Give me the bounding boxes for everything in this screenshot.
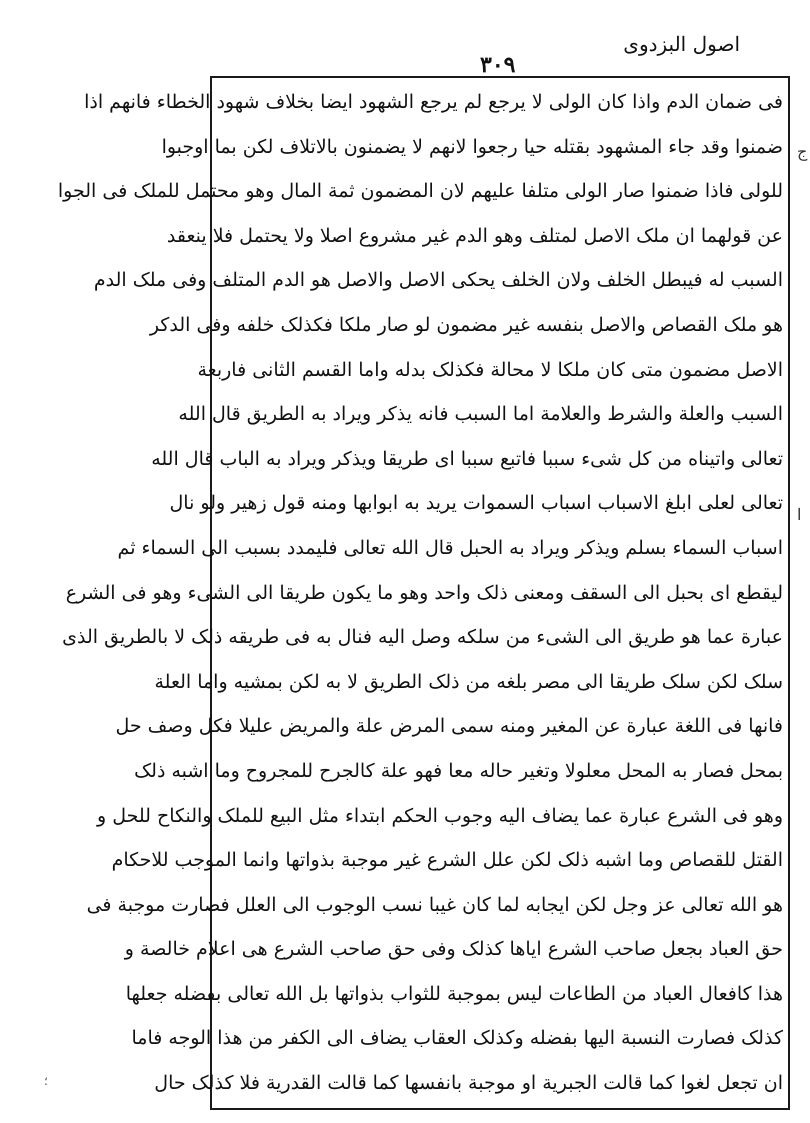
text-line-3: للولی فاذا ضمنوا صار الولی متلفا علیهم لان المضمون ثمة المال وهو محتمل للملک فی الجوا (57, 180, 783, 203)
running-title: اصول البزدوی (623, 32, 740, 56)
text-line-6: هو ملک القصاص والاصل بنفسه غیر مضمون لو صار ملکا فکذلک خلفه وفی الدکر (149, 313, 783, 336)
margin-mark-top: ج (797, 142, 808, 161)
text-line-15: فانها فی اللغة عبارة عن المغیر ومنه سمی المرض علة والمریض علیلا فکل وصف حل (115, 715, 783, 738)
text-line-14: سلک لکن سلک طریقا الی مصر بلغه من ذلک الطریق لا به لکن بمشیه واما العلة (154, 670, 783, 693)
text-line-11: اسباب السماء بسلم ویذکر ویراد به الحبل قال الله تعالی فلیمدد بسبب الی السماء ثم (117, 536, 783, 559)
text-line-12: لیقطع ای بحبل الی السقف ومعنی ذلک واحد وهو ما یکون طریقا الی الشیء وهو فی الشرع (65, 581, 783, 604)
page-header (100, 30, 740, 78)
text-line-9: تعالی واتیناه من کل شیء سببا فاتبع سببا ای طریقا ویذکر ویراد به الباب قال الله (151, 447, 783, 470)
text-line-2: ضمنوا وقد جاء المشهود بقتله حیا رجعوا لانهم لا یضمنون بالاتلاف لکن بما اوجبوا (161, 135, 783, 158)
text-line-4: عن قولهما ان ملک الاصل لمتلف وهو الدم غیر مشروع اصلا ولا یحتمل فلا ینعقد (166, 224, 783, 247)
text-line-13: عبارة عما هو طریق الی الشیء من سلکه وصل الیه فنال به فی طریقه ذلک لا بالطریق الذی (62, 626, 783, 649)
text-line-10: تعالی لعلی ابلغ الاسباب اسباب السموات یرید به ابوابها ومنه قول زهیر ولو نال (169, 492, 783, 515)
text-line-17: وهو فی الشرع عبارة عما یضاف الیه وجوب الحکم ابتداء مثل البیع للملک والنکاح للحل و (96, 804, 783, 827)
main-text-block (57, 80, 785, 1106)
text-line-7: الاصل مضمون متی کان ملکا لا محالة فکذلک بدله واما القسم الثانی فاربعة (197, 358, 783, 381)
text-line-8: السبب والعلة والشرط والعلامة اما السبب فانه یذکر ویراد به الطریق قال الله (178, 403, 783, 426)
text-line-19: هو الله تعالی عز وجل لکن ایجابه لما کان غیبا نسب الوجوب الی العلل فصارت موجبة فی (86, 893, 783, 916)
text-line-18: القتل للقصاص وما اشبه ذلک لکن علل الشرع غیر موجبة بذواتها وانما الموجب للاحکام (111, 849, 783, 872)
text-line-21: هذا کافعال العباد من الطاعات لیس بموجبة للثواب بذواتها بل الله تعالی بفضله جعلها (125, 982, 783, 1005)
text-line-20: حق العباد بجعل صاحب الشرع ایاها کذلک وفی حق صاحب الشرع هی اعلام خالصة و (124, 938, 783, 961)
text-line-1: فی ضمان الدم واذا کان الولی لا یرجع لم یرجع الشهود ایضا بخلاف شهود الخطاء فانهم اذا (84, 91, 783, 113)
text-line-16: بمحل فصار به المحل معلولا وتغیر حاله معا فهو علة کالجرح للمجروح وما اشبه ذلک (134, 759, 783, 782)
page-number: ۳۰۹ (480, 52, 516, 78)
text-line-22: کذلک فصارت النسبة الیها بفضله وکذلک العقاب یضاف الی الکفر من هذا الوجه فاما (131, 1027, 783, 1050)
text-line-5: السبب له فیبطل الخلف ولان الخلف یحکی الاصل والاصل هو الدم المتلف وفی ملک الدم (93, 269, 783, 292)
margin-mark-bottom-left: ؛ (44, 1074, 48, 1088)
margin-mark-middle: ا (797, 505, 802, 524)
text-line-23: ان تجعل لغوا کما قالت الجبریة او موجبة بانفسها کما قالت القدریة فلا کذلک حال (154, 1072, 783, 1095)
